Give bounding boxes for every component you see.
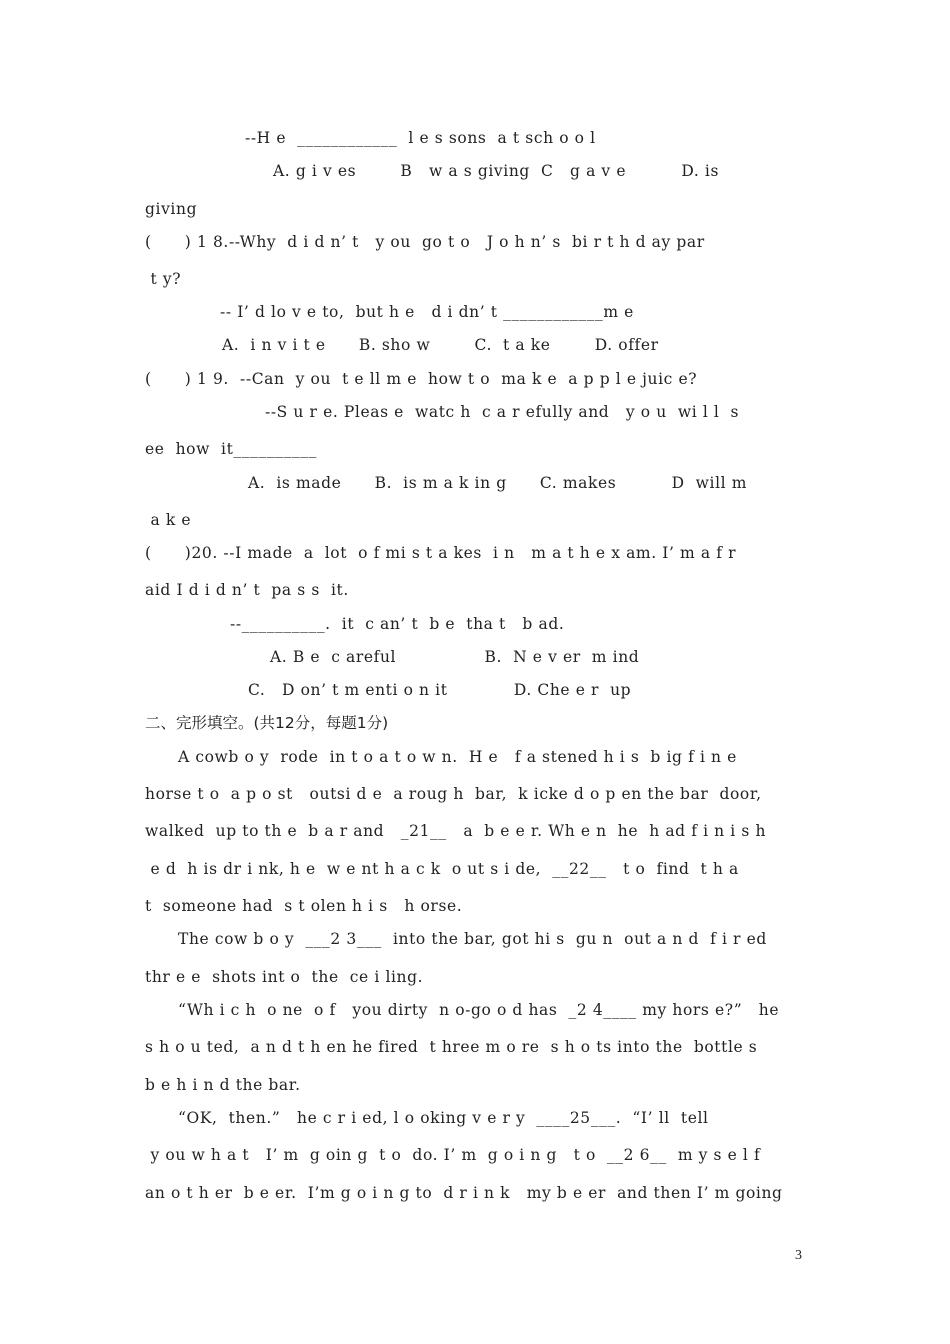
passage-line: t someone had s t olen h i s h orse. xyxy=(145,897,463,915)
q17-answer-line: --H e ____________ l e s sons a t sch o o l xyxy=(245,129,596,147)
q19-answer-line: --S u r e. Pleas e watc h c a r efully and y o u wi l l s xyxy=(265,403,740,421)
passage-line: y ou w h a t I’ m g oin g t o do. I’ m g o i n g t o __2 6__ m y s e l f xyxy=(145,1146,761,1164)
q19-options: A. is made B. is m a k in g C. makes D will m xyxy=(248,474,748,492)
passage-line: b e h i n d the bar. xyxy=(145,1076,301,1094)
passage-line: A cowb o y rode in t o a t o w n. H e f a stened h i s b ig f i n e xyxy=(178,748,737,766)
q20-answer-line: --__________. it c an’ t b e tha t b ad. xyxy=(230,615,565,633)
passage-line: e d h is dr i nk, h e w e nt h a c k o ut s i de, __22__ t o find t h a xyxy=(145,860,739,878)
q20-question-wrap: aid I d i d n’ t pa s s it. xyxy=(145,581,349,599)
passage-line: thr e e shots int o the ce i ling. xyxy=(145,968,424,986)
q19-question: ( ) 1 9. --Can y ou t e ll m e how t o ma k e a p p l e juic e? xyxy=(145,370,698,388)
q18-answer-line: -- I’ d lo v e to, but h e d i dn’ t ____________m e xyxy=(220,303,634,321)
passage-line: “Wh i c h o ne o f you dirty n o-go o d has _2 4____ my hors e?” he xyxy=(178,1001,780,1019)
passage-line: s h o u ted, a n d t h en he fired t hree m o re s h o ts into the bottle s xyxy=(145,1038,758,1056)
passage-line: “OK, then.” he c r i ed, l o oking v e r y ____25___. “I’ ll tell xyxy=(178,1109,709,1127)
q17-options: A. g i v es B w a s giving C g a v e D. is xyxy=(273,162,719,180)
q18-question-wrap: t y? xyxy=(145,270,182,288)
q20-options-cd: C. D on’ t m enti o n it D. Che e r up xyxy=(248,681,632,699)
section-heading: 二、完形填空。(共12分，每题1分) xyxy=(145,714,389,732)
page-number: 3 xyxy=(795,1248,802,1263)
passage-line: The cow b o y ___2 3___ into the bar, got hi s gu n out a n d f i r ed xyxy=(178,930,767,948)
q18-question: ( ) 1 8.--Why d i d n’ t y ou go t o J o h n’ s bi r t h d ay par xyxy=(145,233,705,251)
q17-options-wrap: giving xyxy=(145,200,198,218)
q20-question: ( )20. --I made a lot o f mi s t a kes i n m a t h e x am. I’ m a f r xyxy=(145,544,737,562)
passage-line: horse t o a p o st outsi d e a roug h bar, k icke d o p en the bar door, xyxy=(145,785,762,803)
q18-options: A. i n v i t e B. sho w C. t a ke D. offer xyxy=(222,336,659,354)
passage-line: an o t h er b e er. I’m g o i n g to d r i n k my b e er and then I’ m going xyxy=(145,1184,783,1202)
passage-line: walked up to th e b a r and _21__ a b e e r. Wh e n he h ad f i n i s h xyxy=(145,822,767,840)
q20-options-ab: A. B e c areful B. N e v er m ind xyxy=(270,648,640,666)
q19-answer-wrap: ee how it__________ xyxy=(145,440,317,458)
q19-options-wrap: a k e xyxy=(145,511,192,529)
